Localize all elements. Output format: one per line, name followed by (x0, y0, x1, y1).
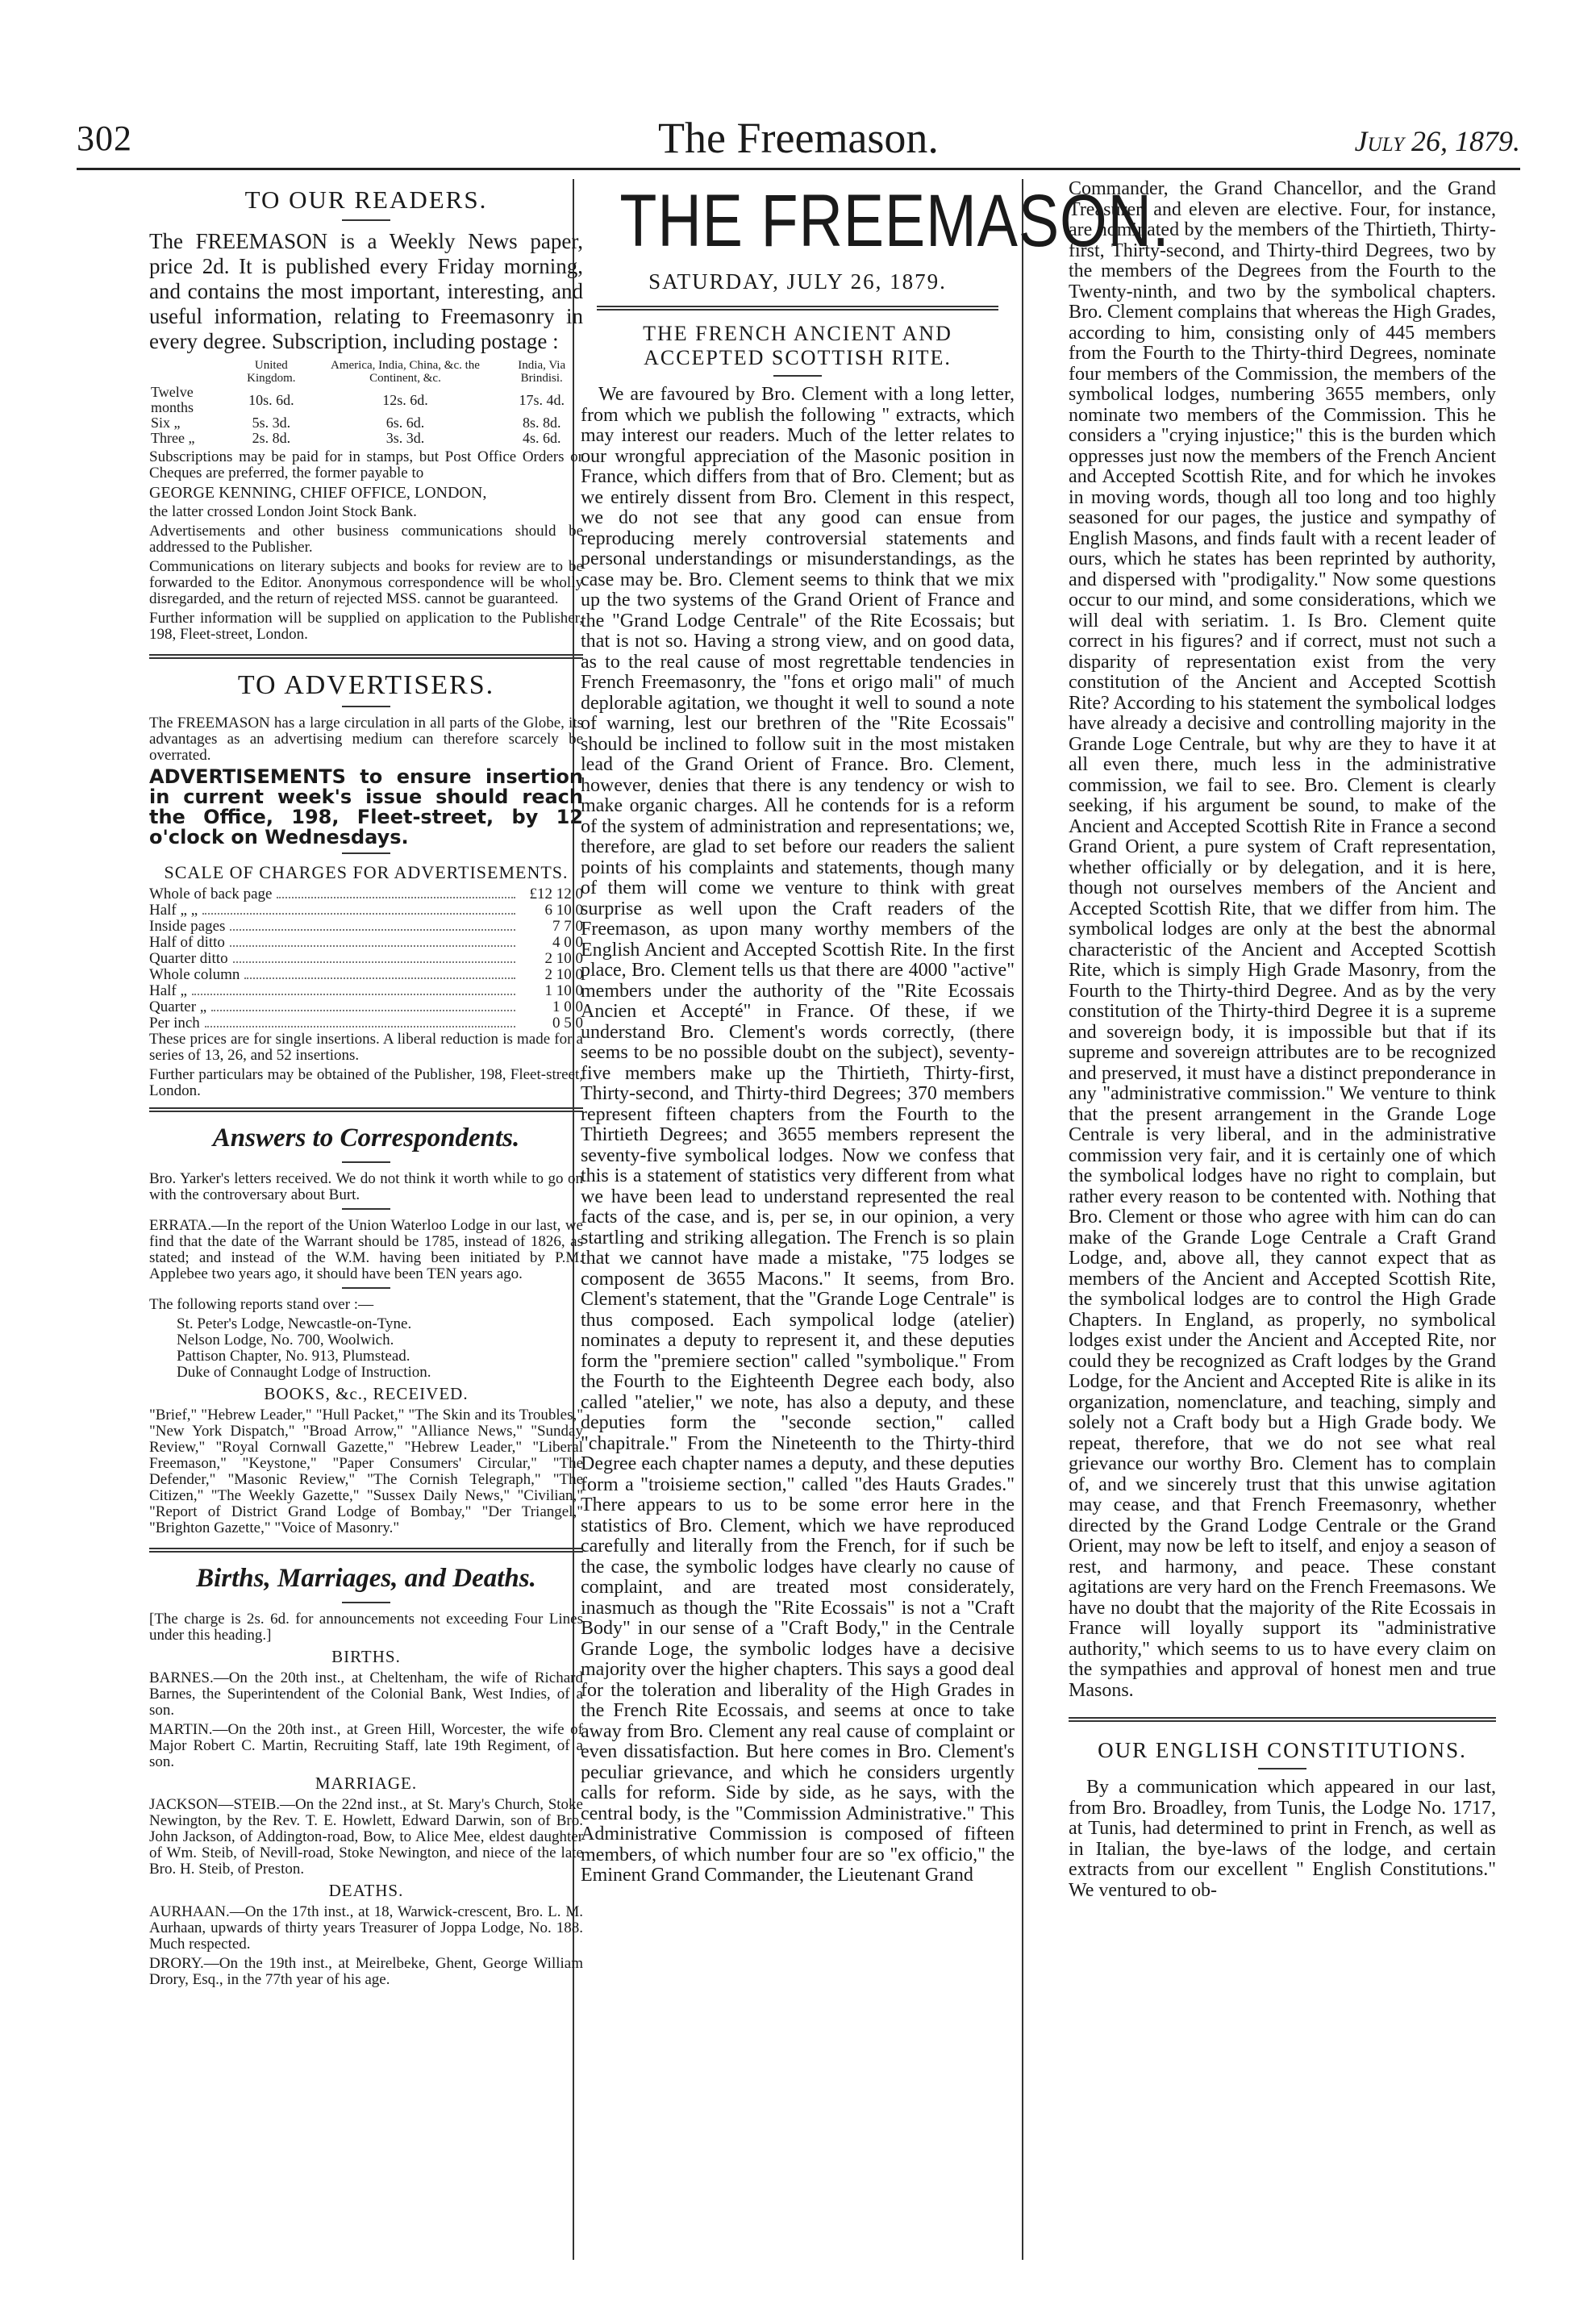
table-cell: 4s. 6d. (522, 430, 561, 446)
charge-label: Quarter „ (149, 998, 207, 1015)
column-divider (1022, 179, 1023, 2260)
charge-price: 4 0 0 (552, 934, 583, 951)
leader-dots (230, 929, 515, 931)
section-dash (773, 375, 822, 377)
list-item: Nelson Lodge, No. 700, Woolwich. (177, 1332, 394, 1348)
correspondents-p1: Bro. Yarker's letters received. We do not think it worth while to go on with the controversary about Burt. (149, 1170, 583, 1203)
table-cell: 12s. 6d. (382, 391, 428, 408)
table-cell: 2s. 8d. (252, 430, 291, 446)
charge-price: 0 5 0 (552, 1015, 583, 1032)
errata: ERRATA.—In the report of the Union Waterloo Lodge in our last, we find that the date of the Warrant should be 1785, instead of 1826, as stated; and instead of the W.M. having been initiated by P.M. Applebee two years ago, it should have been TEN years ago. (149, 1217, 583, 1282)
charge-label: Half „ „ (149, 902, 198, 919)
advertisers-notice: ADVERTISEMENTS to ensure insertion in current week's issue should reach the Office, 198, Fleet-street, by 12 o'clock on Wednesdays. (149, 765, 583, 848)
table-cell: 8s. 8d. (522, 415, 561, 431)
correspondents-heading: Answers to Correspondents. (212, 1123, 520, 1152)
table-row (149, 385, 583, 415)
column-right (1069, 179, 1496, 2276)
section-rule (1069, 1717, 1496, 1722)
article-continued: Commander, the Grand Chancellor, and the Grand Treasurer, and eleven are elective. Four, for instance, are nominated by the members of the Thirtieth, Thirty-first, Thirty-second, and Thirty-third Degrees, two by the members of the Degrees from the Fourth to the Twenty-ninth, and two by the symbolical chapters. Bro. Clement complains that whereas the High Grades, according to him, consisting only of 445 members from the Fourth to the Thirty-third Degrees, nominate four members of the Commission, the members of the symbolical lodges, numbering 3655 members, only nominate two members of the Commission. This he considers a "crying injustice;" this is the burden which oppresses just now the members of the French Ancient and Accepted Scottish Rite, and for which he invokes in moving words, though all too long and too highly seasoned for our pages, the justice and sympathy of English Masons, and finds fault with a recent leader of ours, which he states has been reprinted by authority, and dispersed with "prodigality." Now some questions occur to our mind, and some considerations, which we will deal with seriatim. 1. Is Bro. Clement quite correct in his figures? and if correct, must not such a disparity of representation exist from the very constitution of the Ancient and Accepted Scottish Rite? According to his statement the symbolical lodges have already a decisive and controlling majority in the Grande Loge Centrale, but why are they to have it at all even there, much less in the administrative commission, we fail to see. Bro. Clement is clearly seeking, if his argument be sound, to make of the Ancient and Accepted Scottish Rite in France a second Grand Orient, a pure system of Craft representation, whether officially or by delegation, and it is here, though not ourselves members of the Ancient and Accepted Scottish Rite, that we differ from him. The symbolical lodges are only at the best the abnormal characteristic of the Ancient and Accepted Scottish Rite, which is simply High Grade Masonry, from the Fourth to the Thirty-third Degree. And as by the very constitution of the Thirty-third Degree it is a supreme and sovereign body, it is impossible but that if its supreme and sovereign attributes are to be recognized and preserved, it must have a distinct preponderance in any "administrative commission." We venture to think that the present arrangement in the Grande Loge Centrale is very liberal, and in the administrative commission very fair, and it is certainly one of which the symbolical lodges have no right to complain, but rather every reason to be contented with. Nothing that Bro. Clement or those who agree with him can do can make of the Grande Loge Centrale a Craft Grand Lodge, and, above all, they cannot expect that as members of the Ancient and Accepted Scottish Rite, the symbolical lodges are to control the High Grade Chapters. In England, as properly, no symbolical lodges exist under the Ancient and Accepted Rite, nor could they be recognized as Craft lodges by the Grand Lodge, for the Ancient and Accepted Rite is alike in its organization, nomenclature, and teaching, simply and solely not a Craft body but a High Grade body. We repeat, therefore, that we do not see what real grievance our worthy Bro. Clement has to complain of, and we sincerely trust that this unwise agitation may cease, and that French Freemasonry, whether directed by the Grand Lodge Centrale or the Grand Orient, may now be left to itself, and enjoy a season of rest, and harmony, and peace. These constant agitations are very hard on the French Freemasons. We have no doubt that the majority of the Rite Ecossais in France will loyally support its "administrative authority," which seems to us to have every claim on the sympathies and approval of honest men and true Masons. (1069, 178, 1496, 1701)
birth-notice: BARNES.—On the 20th inst., at Cheltenham, the wife of Richard Barnes, the Superintendent of the Colonial Bank, West Indies, of a son. (149, 1669, 583, 1719)
table-header: America, India, China, &c. the Continent, &c. (331, 359, 480, 385)
charge-price: 2 10 0 (544, 966, 583, 983)
charge-label: Per inch (149, 1015, 200, 1032)
masthead-date: July 26, 1879. (1354, 125, 1520, 157)
section-dash (342, 219, 390, 221)
deaths-heading: DEATHS. (328, 1881, 404, 1900)
leader-dots (211, 1010, 515, 1011)
charge-label: Inside pages (149, 918, 226, 935)
charge-price: 6 10 0 (544, 902, 583, 919)
article-body: We are favoured by Bro. Clement with a long letter, from which we publish the following " extracts, which may interest our readers. Much of the letter relates to our wrongful appreciation of the Masonic position in France, which differs from that of Bro. Clement; but as we entirely dissent from Bro. Clement in this respect, we do not see that any good can ensue from reproducing merely controversial statements and personal understandings or misunderstandings, as the case may be. Bro. Clement seems to think that we mix up the two systems of the Grand Orient of France and the "Grand Lodge Centrale" of the Rite Ecossais; but that is not so. Having a strong view, and on good data, as to the real cause of most regrettable tendencies in French Freemasonry, the "fons et origo mali" of much deplorable agitation, we thought it well to sound a note of warning, lest our brethren of the "Rite Ecossais" should be inclined to follow suit in the most mistaken lead of the Grand Orient of France. Bro. Clement, however, denies that there is any tendency or wish to make organic charges. All he contends for is a reform of the system of administration and representations; we, therefore, are glad to set before our readers the salient points of his complaints and statements, though many of them will come we venture to think with great surprise as well upon the Craft readers of the Freemason, as upon many worthy members of the English Ancient and Accepted Scottish Rite. In the first place, Bro. Clement tells us that there are 4000 "active" members under the authority of the "Rite Ecossais Ancien et Accepté" in France. Of these, if we understand Bro. Clement's words correctly, (there seems to be no possible doubt on the subject), seventy-five members make up the Thirtieth, Thirty-first, Thirty-second, and Thirty-third Degrees; 370 members represent fifteen chapters from the Fourth to the Thirtieth Degrees; and 3655 members represent the seventy-five symbolical lodges. Now we confess that this is a statement of statistics very different from what we have been lead to understand represented the real facts of the case, and is, per se, in our opinion, a very startling and striking allegation. The French is so plain that we cannot have made a mistake, "75 lodges se composent de 3655 Macons." It seems, from Bro. Clement's statement, that the "Grande Loge Centrale" is thus composed. Each sympolical lodge (atelier) nominates a deputy to represent it, and these deputies form the "premiere section" called "symbolique." From the Fourth to the Eighteenth Degree each body, also called "atelier," we note, has also a deputy, and these deputies form the "seconde section," called "chapitrale." From the Nineteenth to the Thirty-third Degree each chapter names a deputy, and these deputies form a "troisieme section," called "des Hauts Grades." There appears to us to be some error here in the statistics of Bro. Clement, which we have reproduced carefully and literally from the French, for if such be the case, the symbolic lodges have clearly no cause of complaint, and are treated most considerately, inasmuch as though the "Rite Ecossais" is not a "Craft Body" in our sense of a "Craft Body," in the Centrale Grande Loge, the symbolic lodges have a decisive majority over the higher chapters. This says a good deal for the toleration and liberality of the High Grades in the French Rite Ecossais, and seems at once to take away from Bro. Clement any real cause of complaint or even dissatisfaction. But here comes in Bro. Clement's peculiar grievance, and which he considers urgently calls for reform. Side by side, as he says, with the central body, is the "Commission Administrative." This Administrative Commission is composed of fifteen members, of which number four are so "ex officio," the Eminent Grand Commander, the Lieutenant Grand (581, 384, 1015, 1886)
readers-heading: TO OUR READERS. (244, 185, 488, 214)
advertisers-heading: TO ADVERTISERS. (237, 670, 495, 700)
paper-title: THE FREEMASON. (619, 180, 1170, 262)
births-heading: BIRTHS. (331, 1647, 401, 1666)
marriage-notice: JACKSON—STEIB.—On the 22nd inst., at St. Mary's Church, Stoke Newington, by the Rev. T. E. Howlett, Edward Darwin, son of Bro. John Jackson, of Addington-road, Bow, to Alice Mee, eldest daughter of Wm. Steib, of Nevill-road, Stoke Newington, and niece of the late Bro. H. Steib, of Preston. (149, 1796, 583, 1878)
table-cell: 3s. 3d. (385, 430, 425, 446)
section-rule (149, 654, 583, 659)
readers-p5: Further information will be supplied on application to the Publisher, 198, Fleet-street, London. (149, 610, 583, 643)
charges-list (149, 886, 583, 1032)
readers-p1: Subscriptions may be paid for in stamps, but Post Office Orders or Cheques are preferred, the former payable to (149, 448, 583, 481)
leader-dots (192, 994, 515, 995)
charge-row (149, 951, 583, 967)
leader-dots (244, 977, 515, 979)
charge-label: Half „ (149, 982, 187, 999)
section-dash (342, 706, 390, 707)
charge-row (149, 919, 583, 935)
leader-dots (230, 945, 515, 947)
table-header: United Kingdom. (247, 359, 296, 385)
books-heading: BOOKS, &c., RECEIVED. (264, 1384, 469, 1403)
column-center (581, 179, 1170, 2276)
constitutions-body: By a communication which appeared in our last, from Bro. Broadley, from Tunis, the Lodge No. 1717, at Tunis, had determined to print in French, as well as in Italian, the bye-laws of the lodge, and certain extracts from our excellent " English Constitutions." We ventured to ob- (1069, 1777, 1496, 1901)
section-dash (342, 1602, 390, 1603)
masthead (77, 113, 1520, 161)
list-item: Duke of Connaught Lodge of Instruction. (177, 1364, 431, 1381)
table-cell: Twelve months (151, 384, 194, 415)
charge-label: Whole of back page (149, 886, 273, 902)
charge-row (149, 983, 583, 999)
reports-list (149, 1316, 583, 1381)
section-rule (149, 1107, 583, 1112)
charge-price: £12 12 0 (529, 886, 583, 902)
charge-price: 1 0 0 (552, 998, 583, 1015)
table-cell: 17s. 4d. (519, 391, 565, 408)
bmd-heading: Births, Marriages, and Deaths. (196, 1564, 536, 1593)
death-notice: AURHAAN.—On the 17th inst., at 18, Warwick-crescent, Bro. L. M. Aurhaan, upwards of thirty years Treasurer of Joppa Lodge, No. 188. Much respected. (149, 1903, 583, 1953)
masthead-rule (77, 168, 1520, 170)
readers-p4: Communications on literary subjects and books for review are to be forwarded to the Editor. Anonymous correspondence will be wholly disregarded, and the return of rejected MSS. cannot be guaranteed. (149, 558, 583, 607)
charge-label: Quarter ditto (149, 950, 228, 967)
table-cell: Six „ (151, 415, 181, 431)
section-dash (342, 1161, 390, 1163)
subscription-table (149, 359, 583, 446)
charge-label: Whole column (149, 966, 240, 983)
list-item: St. Peter's Lodge, Newcastle-on-Tyne. (177, 1315, 412, 1332)
page-number: 302 (77, 119, 132, 158)
marriage-heading: MARRIAGE. (315, 1774, 418, 1793)
section-dash (342, 852, 390, 854)
charge-row (149, 999, 583, 1015)
table-cell: 10s. 6d. (248, 391, 294, 408)
books-received: "Brief," "Hebrew Leader," "Hull Packet," "The Skin and its Troubles," "New York Dispatch," "Broad Arrow," "Alliance News," "Sunday Review," "Royal Cornwall Gazette," "Hebrew Leader," "Liberal Freemason," "Keystone," "Paper Consumers' Circular," "The Defender," "Masonic Review," "The Cornish Telegraph," "The Citizen," "The Weekly Gazette," "Sussex Daily News," "Civilian," "Report of District Grand Lodge of Bombay," "Der Triangel," "Brighton Gazette," "Voice of Masonry." (149, 1407, 583, 1536)
bmd-note: [The charge is 2s. 6d. for announcements not exceeding Four Lines under this heading.] (149, 1611, 583, 1644)
scale-heading: SCALE OF CHARGES FOR ADVERTISEMENTS. (164, 862, 569, 882)
readers-p3: Advertisements and other business communications should be addressed to the Publisher. (149, 523, 583, 556)
table-header (149, 359, 232, 385)
paper-date: SATURDAY, JULY 26, 1879. (648, 269, 947, 294)
charge-price: 7 7 0 (552, 918, 583, 935)
section-dash (1258, 1768, 1306, 1769)
table-row (149, 415, 583, 431)
leader-dots (233, 961, 515, 963)
running-title: The Freemason. (658, 114, 939, 162)
readers-intro: The FREEMASON is a Weekly News paper, price 2d. It is published every Friday morning, and contains the most important, interesting, and useful information, relating to Freemasonry in every degree. Subscription, including postage : (149, 229, 583, 353)
table-cell: Three „ (151, 430, 195, 446)
advertisers-p2: These prices are for single insertions. A liberal reduction is made for a series of 13, 26, and 52 insertions. (149, 1031, 583, 1064)
birth-notice: MARTIN.—On the 20th inst., at Green Hill, Worcester, the wife of Major Robert C. Martin, Recruiting Staff, late 19th Regiment, of a son. (149, 1721, 583, 1770)
table-cell: 5s. 3d. (252, 415, 291, 431)
constitutions-heading: OUR ENGLISH CONSTITUTIONS. (1098, 1738, 1467, 1762)
charge-row (149, 886, 583, 902)
readers-p2: the latter crossed London Joint Stock Bank. (149, 503, 417, 520)
table-row (149, 431, 583, 446)
section-rule (149, 1548, 583, 1553)
leader-dots (202, 913, 515, 915)
death-notice: DRORY.—On the 19th inst., at Meirelbeke, Ghent, George William Drory, Esq., in the 77th year of his age. (149, 1955, 583, 1988)
leader-dots (205, 1026, 515, 1027)
section-dash (342, 1208, 390, 1210)
charge-price: 1 10 0 (544, 982, 583, 999)
column-left (149, 179, 583, 2268)
advertisers-p3: Further particulars may be obtained of the Publisher, 198, Fleet-street, London. (149, 1066, 583, 1099)
table-cell: 6s. 6d. (385, 415, 425, 431)
table-header: India, Via Brindisi. (518, 359, 566, 385)
charge-row (149, 967, 583, 983)
article-heading: THE FRENCH ANCIENT AND ACCEPTED SCOTTISH RITE. (643, 322, 952, 369)
list-item: Pattison Chapter, No. 913, Plumstead. (177, 1348, 410, 1365)
section-dash (342, 1287, 390, 1289)
section-rule (597, 306, 998, 311)
advertisers-p1: The FREEMASON has a large circulation in all parts of the Globe, its advantages as an advertising medium can therefore scarcely be overrated. (149, 715, 583, 764)
reports-intro: The following reports stand over :— (149, 1296, 374, 1313)
charge-label: Half of ditto (149, 934, 225, 951)
leader-dots (277, 897, 515, 898)
charge-row (149, 935, 583, 951)
charge-row (149, 1015, 583, 1032)
payee: GEORGE KENNING, CHIEF OFFICE, LONDON, (149, 484, 487, 502)
charge-row (149, 902, 583, 919)
charge-price: 2 10 0 (544, 950, 583, 967)
